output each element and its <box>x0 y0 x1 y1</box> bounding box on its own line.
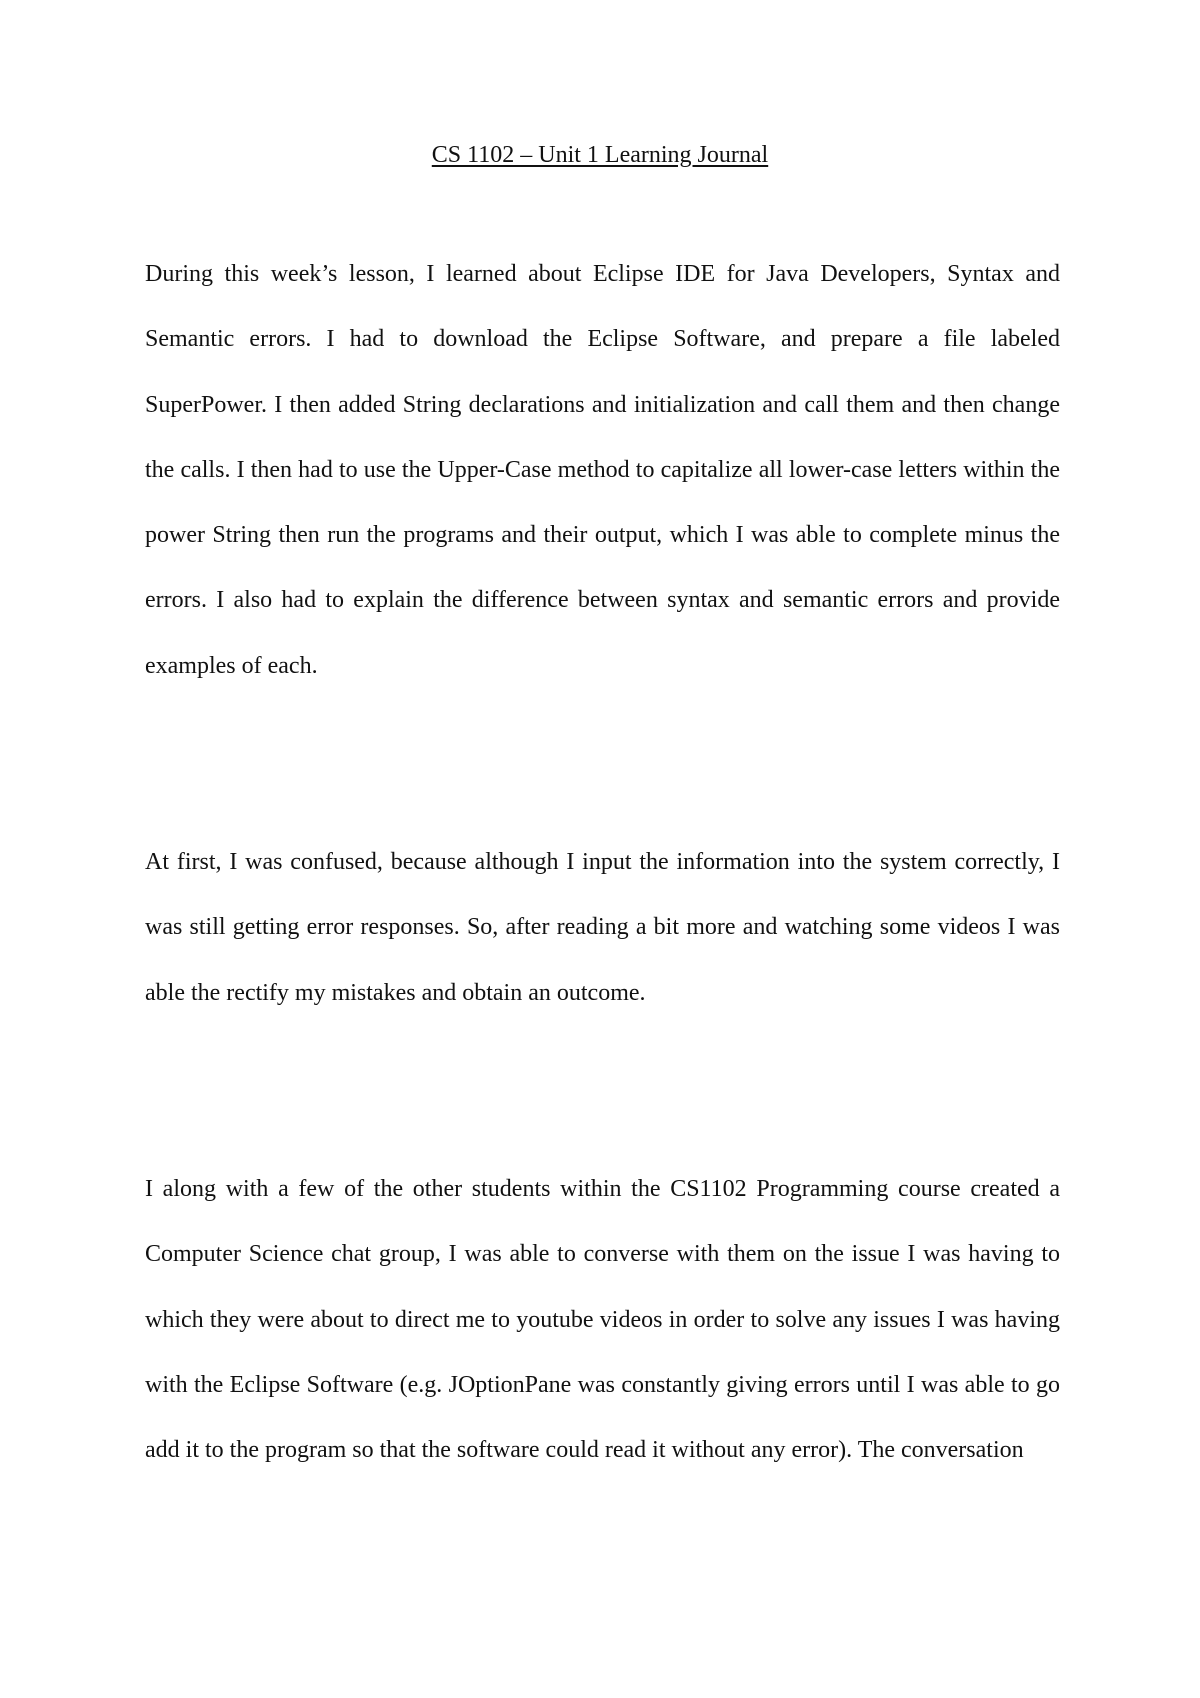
paragraph-3: I along with a few of the other students within the CS1102 Programming course created a Computer Science chat group, I was able to converse with them on the issue I was having to which they were about to direct me to youtube videos in order to solve any issues I was having with the Eclipse Software (e.g. JOptionPane was constantly giving errors until I was able to go add it to the program so that the software could read it without any error). The conversation <box>145 1176 1060 1464</box>
paragraph-1-block <box>145 242 1060 699</box>
paragraph-2-block <box>145 830 1060 1026</box>
paragraph-1: During this week’s lesson, I learned about Eclipse IDE for Java Developers, Syntax and Semantic errors. I had to download the Eclipse Software, and prepare a file labeled SuperPower. I then added String declarations and initialization and call them and then change the calls. I then had to use the Upper-Case method to capitalize all lower-case letters within the power String then run the programs and their output, which I was able to complete minus the errors. I also had to explain the difference between syntax and semantic errors and provide examples of each. <box>145 261 1060 679</box>
paragraph-3-block <box>145 1157 1060 1483</box>
paragraph-2: At first, I was confused, because although I input the information into the system correctly, I was still getting error responses. So, after reading a bit more and watching some videos I was able the rectify my mistakes and obtain an outcome. <box>145 849 1060 1006</box>
document-title: CS 1102 – Unit 1 Learning Journal <box>431 142 769 168</box>
